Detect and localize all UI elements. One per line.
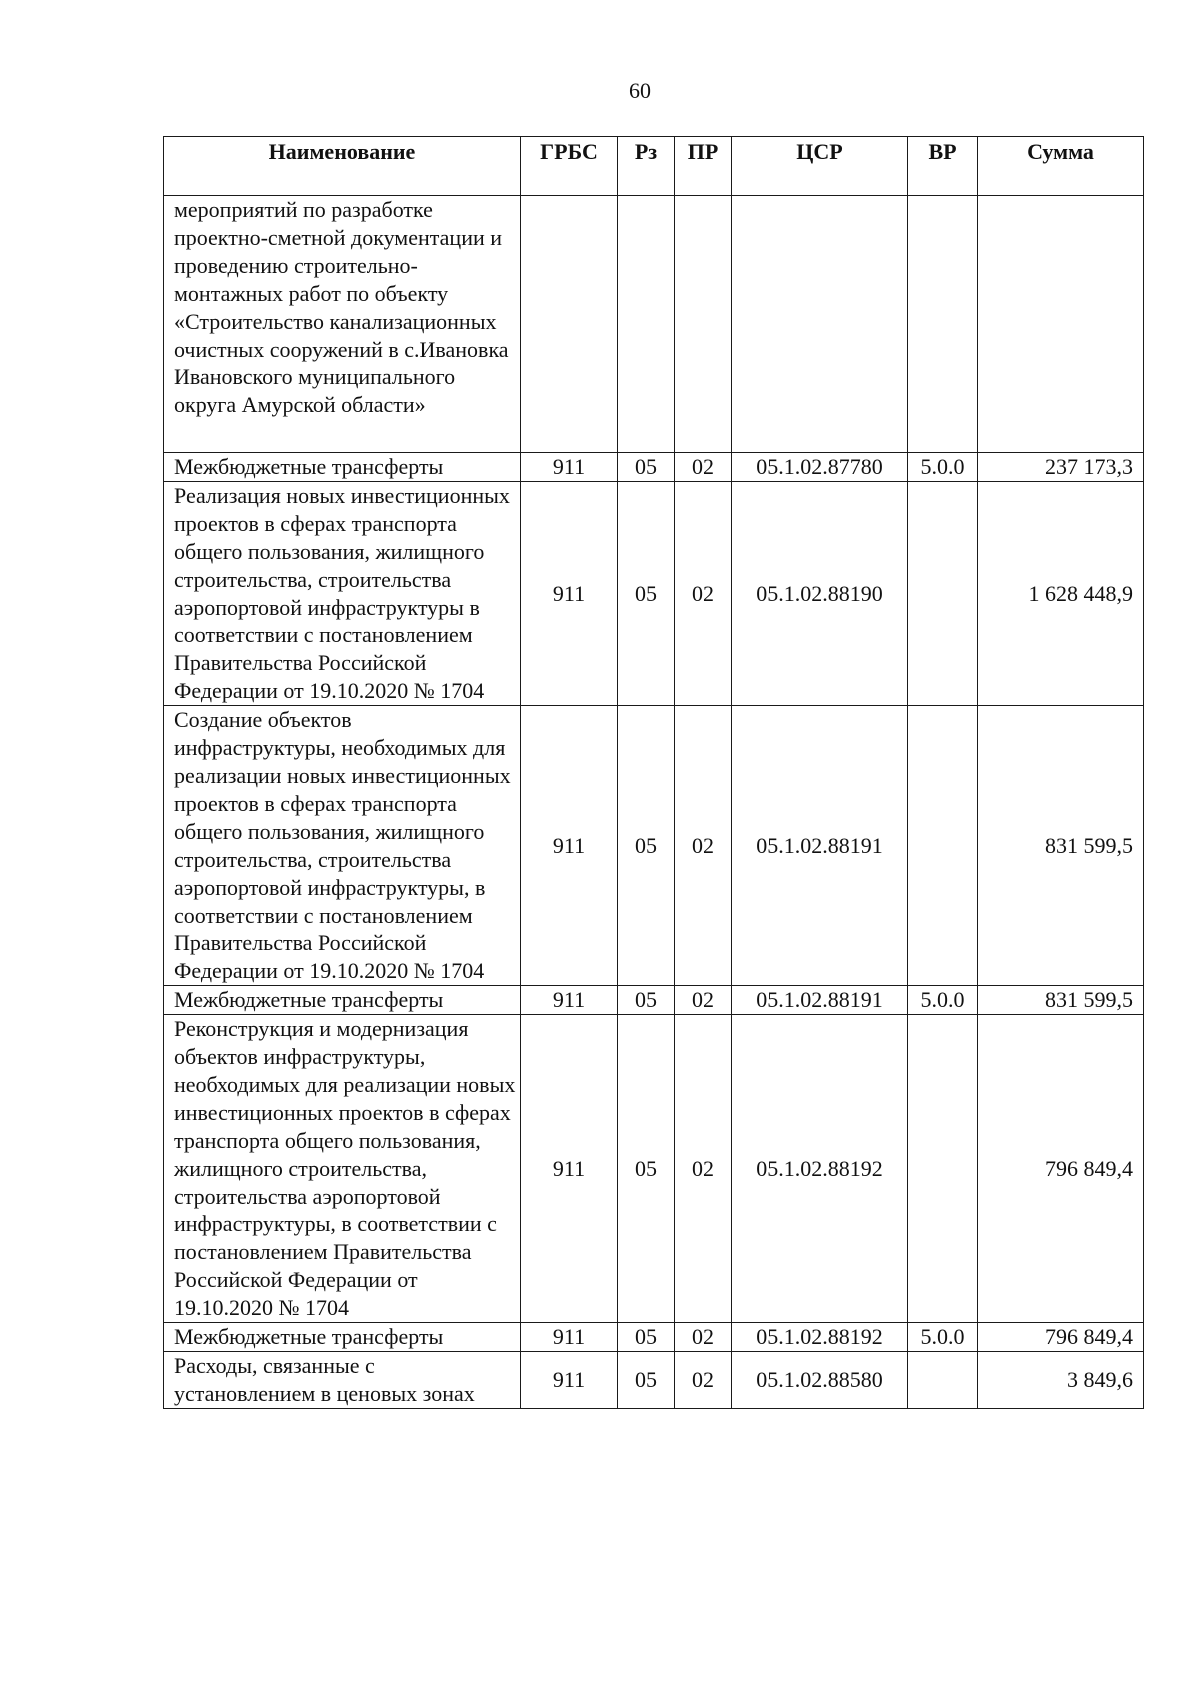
row-name: Реализация новых инвестиционных проектов в сферах транспорта общего пользования, жилищного строительства, строительства аэропортовой инфраструктуры в соответствии с постановлением Правительства Российской Федерации от 19.10.2020 № 1704 — [164, 481, 521, 705]
header-grbs: ГРБС — [521, 137, 618, 196]
row-pr: 02 — [675, 453, 732, 482]
header-rz: Рз — [618, 137, 675, 196]
table-row — [164, 1015, 1144, 1323]
row-grbs: 911 — [521, 1323, 618, 1352]
row-csr — [732, 196, 908, 453]
row-csr: 05.1.02.88192 — [732, 1015, 908, 1323]
row-sum: 237 173,3 — [978, 453, 1144, 482]
header-csr: ЦСР — [732, 137, 908, 196]
row-vr: 5.0.0 — [908, 1323, 978, 1352]
row-name: Межбюджетные трансферты — [164, 453, 521, 482]
row-pr: 02 — [675, 481, 732, 705]
row-rz: 05 — [618, 1352, 675, 1409]
row-grbs: 911 — [521, 453, 618, 482]
budget-table — [163, 136, 1144, 1409]
table-row — [164, 1323, 1144, 1352]
header-name: Наименование — [164, 137, 521, 196]
row-rz: 05 — [618, 481, 675, 705]
row-csr: 05.1.02.88192 — [732, 1323, 908, 1352]
header-pr: ПР — [675, 137, 732, 196]
row-pr: 02 — [675, 1323, 732, 1352]
row-csr: 05.1.02.88191 — [732, 986, 908, 1015]
row-pr: 02 — [675, 1015, 732, 1323]
row-vr — [908, 196, 978, 453]
row-vr: 5.0.0 — [908, 986, 978, 1015]
row-name: Расходы, связанные с установлением в ценовых зонах — [164, 1352, 521, 1409]
row-name: мероприятий по разработке проектно-сметной документации и проведению строительно-монтажных работ по объекту «Строительство канализационных очистных сооружений в с.Ивановка Ивановского муниципального округа Амурской области» — [164, 196, 521, 453]
row-csr: 05.1.02.88190 — [732, 481, 908, 705]
row-csr: 05.1.02.87780 — [732, 453, 908, 482]
row-sum: 796 849,4 — [978, 1323, 1144, 1352]
row-pr: 02 — [675, 1352, 732, 1409]
row-grbs: 911 — [521, 986, 618, 1015]
page-number: 60 — [629, 78, 651, 103]
row-grbs — [521, 196, 618, 453]
row-grbs: 911 — [521, 481, 618, 705]
header-sum: Сумма — [978, 137, 1144, 196]
row-grbs: 911 — [521, 1015, 618, 1323]
row-vr — [908, 1352, 978, 1409]
row-rz: 05 — [618, 1015, 675, 1323]
row-csr: 05.1.02.88191 — [732, 706, 908, 986]
table-row — [164, 196, 1144, 453]
row-rz: 05 — [618, 706, 675, 986]
row-name: Межбюджетные трансферты — [164, 1323, 521, 1352]
row-vr: 5.0.0 — [908, 453, 978, 482]
table-header-row — [164, 137, 1144, 196]
row-pr: 02 — [675, 986, 732, 1015]
row-sum: 3 849,6 — [978, 1352, 1144, 1409]
table-row — [164, 481, 1144, 705]
row-rz: 05 — [618, 1323, 675, 1352]
row-sum: 831 599,5 — [978, 986, 1144, 1015]
row-name: Реконструкция и модернизация объектов инфраструктуры, необходимых для реализации новых инвестиционных проектов в сферах транспорта общего пользования, жилищного строительства, строительства аэропортовой инфраструктуры, в соответствии с постановлением Правительства Российской Федерации от 19.10.2020 № 1704 — [164, 1015, 521, 1323]
row-pr: 02 — [675, 706, 732, 986]
row-name: Межбюджетные трансферты — [164, 986, 521, 1015]
row-name: Создание объектов инфраструктуры, необходимых для реализации новых инвестиционных проектов в сферах транспорта общего пользования, жилищного строительства, строительства аэропортовой инфраструктуры, в соответствии с постановлением Правительства Российской Федерации от 19.10.2020 № 1704 — [164, 706, 521, 986]
row-sum — [978, 196, 1144, 453]
row-sum: 1 628 448,9 — [978, 481, 1144, 705]
row-pr — [675, 196, 732, 453]
row-sum: 796 849,4 — [978, 1015, 1144, 1323]
row-rz — [618, 196, 675, 453]
row-csr: 05.1.02.88580 — [732, 1352, 908, 1409]
row-sum: 831 599,5 — [978, 706, 1144, 986]
row-grbs: 911 — [521, 1352, 618, 1409]
table-row — [164, 453, 1144, 482]
row-vr — [908, 1015, 978, 1323]
row-rz: 05 — [618, 453, 675, 482]
table-row — [164, 706, 1144, 986]
row-vr — [908, 481, 978, 705]
table-row — [164, 986, 1144, 1015]
row-rz: 05 — [618, 986, 675, 1015]
row-grbs: 911 — [521, 706, 618, 986]
table-row — [164, 1352, 1144, 1409]
header-vr: ВР — [908, 137, 978, 196]
row-vr — [908, 706, 978, 986]
